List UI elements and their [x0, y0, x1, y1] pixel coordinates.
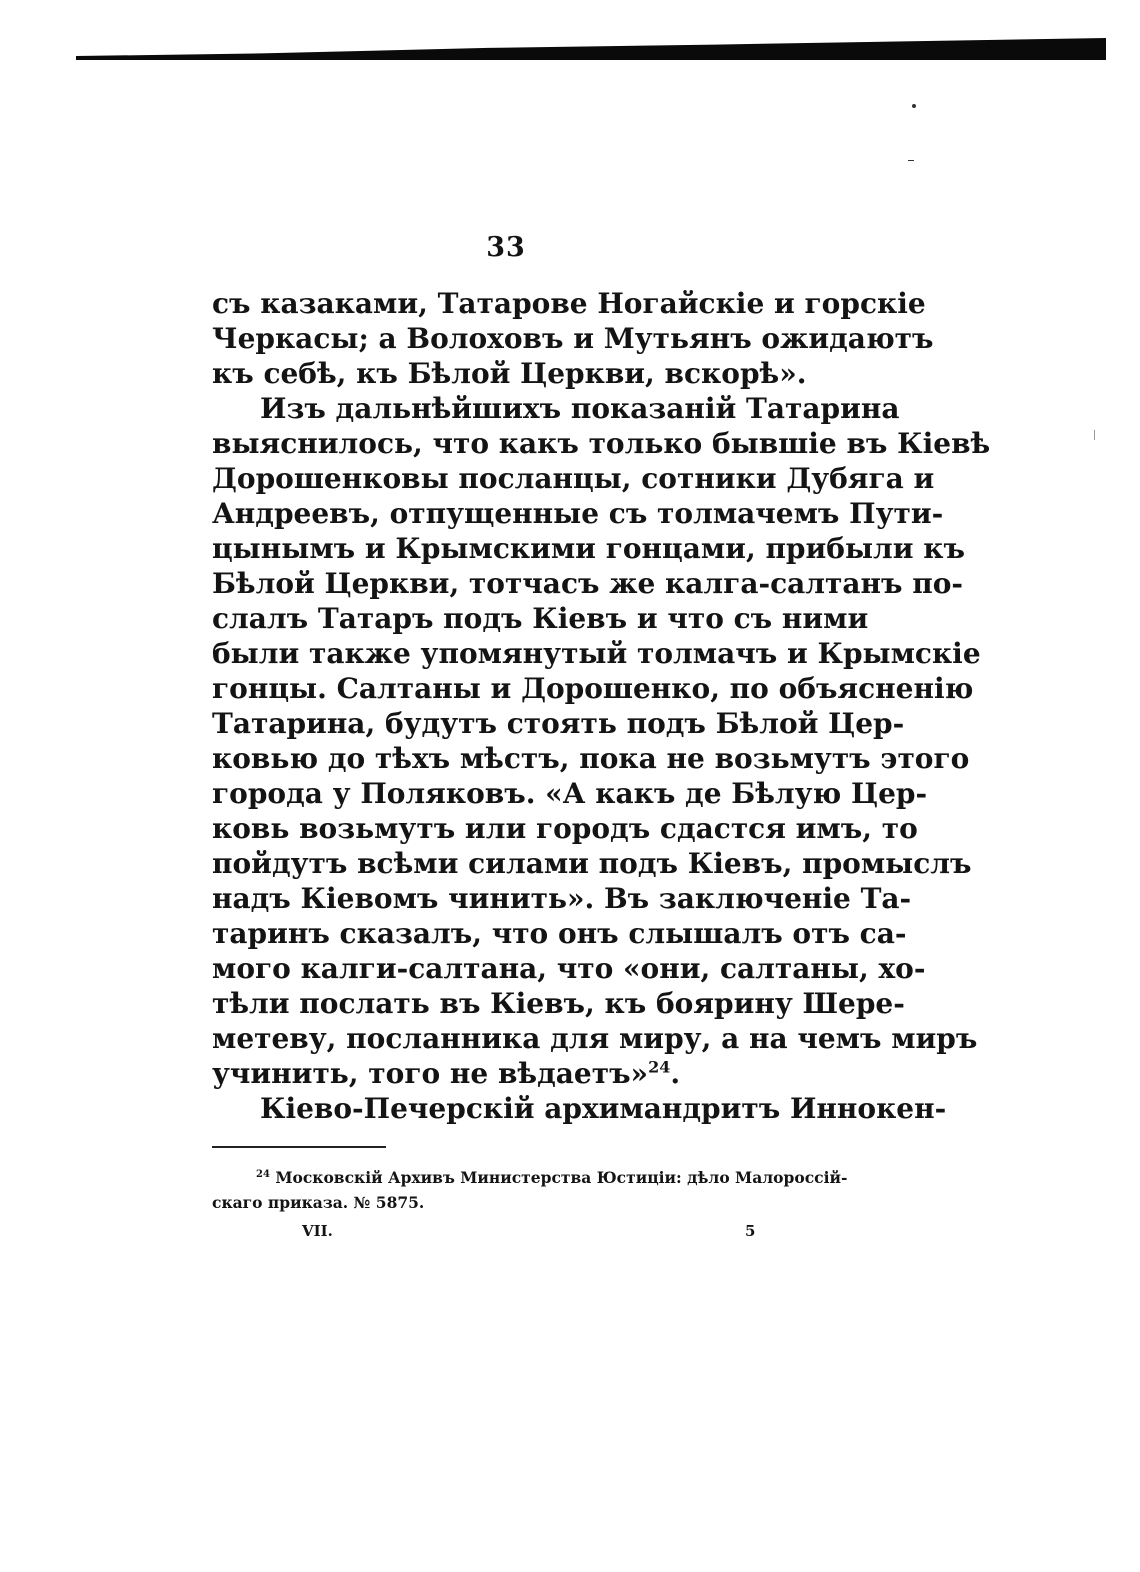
scan-border-bar — [76, 38, 1106, 60]
footnote-line: скаго приказа. № 5875. — [212, 1193, 425, 1213]
text-line: слалъ Татаръ подъ Кіевъ и что съ ними — [212, 602, 869, 635]
text-line: метеву, посланника для миру, а на чемъ миръ — [212, 1022, 978, 1055]
text-line: Андреевъ, отпущенные съ толмачемъ Пути- — [212, 497, 944, 530]
page-number: 33 — [486, 232, 526, 263]
text-line: таринъ сказалъ, что онъ слышалъ отъ са- — [212, 917, 907, 950]
scan-speck — [912, 104, 916, 108]
text-line: Бѣлой Церкви, тотчасъ же калга-салтанъ по- — [212, 567, 964, 600]
text-line: Татарина, будутъ стоять подъ Бѣлой Цер- — [212, 707, 905, 740]
text-line: Изъ дальнѣйшихъ показаній Татарина — [260, 392, 900, 425]
text-line: гонцы. Салтаны и Дорошенко, по объясненію — [212, 672, 974, 705]
text-line-content: учинить, того не вѣдаетъ» — [212, 1057, 649, 1090]
text-line: были также упомянутый толмачъ и Крымскіе — [212, 637, 981, 670]
signature-sheet-number: 5 — [745, 1222, 756, 1240]
scan-speck — [1094, 430, 1095, 440]
text-line: Кіево-Печерскій архимандритъ Иннокен- — [260, 1092, 947, 1125]
footnote — [212, 1162, 848, 1215]
text-line: города у Поляковъ. «А какъ де Бѣлую Цер- — [212, 777, 928, 810]
text-line: Черкасы; а Волоховъ и Мутьянъ ожидаютъ — [212, 322, 934, 355]
footnote-line — [212, 1162, 848, 1190]
text-line: тѣли послать въ Кіевъ, къ боярину Шере- — [212, 987, 905, 1020]
signature-volume: VII. — [302, 1222, 333, 1240]
text-line: выяснилось, что какъ только бывшіе въ Кіевѣ — [212, 427, 991, 460]
text-line: надъ Кіевомъ чинить». Въ заключеніе Та- — [212, 882, 912, 915]
text-line: цынымъ и Крымскими гонцами, прибыли къ — [212, 532, 965, 565]
text-line: ковь возьмутъ или городъ сдастся имъ, то — [212, 812, 918, 845]
body-text — [212, 286, 991, 1126]
text-line: ковью до тѣхъ мѣстъ, пока не возьмутъ этого — [212, 742, 970, 775]
text-line: мого калги-салтана, что «они, салтаны, хо- — [212, 952, 926, 985]
text-line: Дорошенковы посланцы, сотники Дубяга и — [212, 462, 935, 495]
footnote-text: Московскій Архивъ Министерства Юстиціи: дѣло Малороссій- — [275, 1168, 848, 1188]
text-line: съ казаками, Татарове Ногайскіе и горскіе — [212, 287, 926, 320]
footnote-divider — [212, 1146, 386, 1148]
footnote-reference: 24 — [648, 1057, 671, 1077]
text-line-with-footnote: учинить, того не вѣдаетъ»$^{24}$. — [212, 1057, 681, 1090]
text-line: къ себѣ, къ Бѣлой Церкви, вскорѣ». — [212, 357, 807, 390]
footnote-mark: 24 — [256, 1169, 270, 1180]
text-line: пойдутъ всѣми силами подъ Кіевъ, промыслъ — [212, 847, 972, 880]
scan-speck — [908, 160, 914, 161]
